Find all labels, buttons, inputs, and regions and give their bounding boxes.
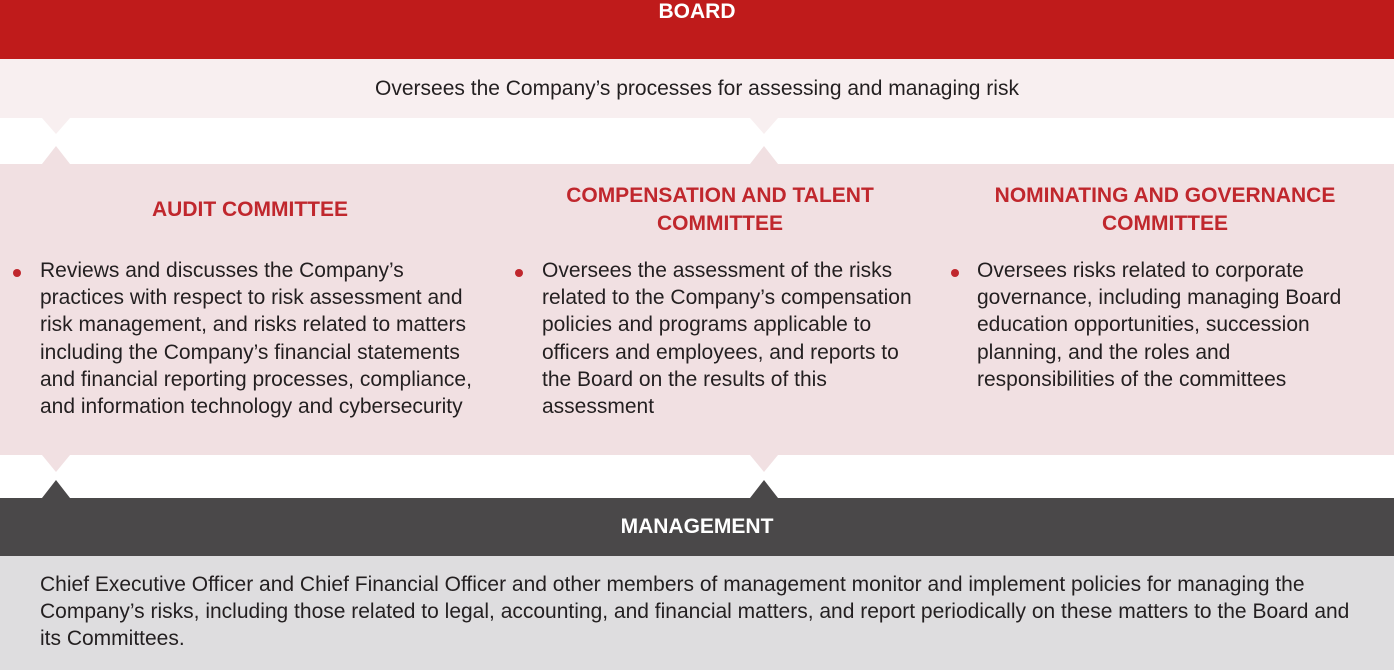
audit-committee-text: Reviews and discusses the Company’s practices with respect to risk assessment and risk management, and risks related to matters including the Company’s financial statements and financial reporting processes, compliance, and information technology and cybersecurity xyxy=(40,259,472,419)
arrow-up-committee-right xyxy=(750,146,778,164)
board-title: BOARD xyxy=(658,0,736,23)
arrow-down-committee-left xyxy=(42,455,70,472)
nominating-committee-text: Oversees risks related to corporate governance, including managing Board education opportunities, succession planning, and the roles and responsibilities of the committees xyxy=(977,259,1342,391)
arrow-up-management-right xyxy=(750,480,778,498)
management-description: Chief Executive Officer and Chief Financial Officer and other members of management monitor and implement policies for managing the Company’s risks, including those related to legal, accounting, and financial matters, and report periodically on these matters to the Board and its Committees. xyxy=(40,573,1350,651)
compensation-committee-text: Oversees the assessment of the risks related to the Company’s compensation policies and programs applicable to officers and employees, and reports to the Board on the results of this assessment xyxy=(542,259,912,419)
compensation-committee-title: COMPENSATION AND TALENT COMMITTEE xyxy=(566,184,874,235)
management-title: MANAGEMENT xyxy=(620,515,774,538)
arrow-up-committee-left xyxy=(42,146,70,164)
bullet-icon xyxy=(951,269,959,277)
board-description: Oversees the Company’s processes for assessing and managing risk xyxy=(375,77,1019,100)
audit-committee-title: AUDIT COMMITTEE xyxy=(152,198,348,221)
arrow-down-board-left xyxy=(42,118,70,134)
bullet-icon xyxy=(13,269,21,277)
arrow-down-committee-right xyxy=(750,455,778,472)
nominating-committee-title: NOMINATING AND GOVERNANCE COMMITTEE xyxy=(994,184,1336,235)
arrow-up-management-left xyxy=(42,480,70,498)
bullet-icon xyxy=(515,269,523,277)
arrow-down-board-right xyxy=(750,118,778,134)
